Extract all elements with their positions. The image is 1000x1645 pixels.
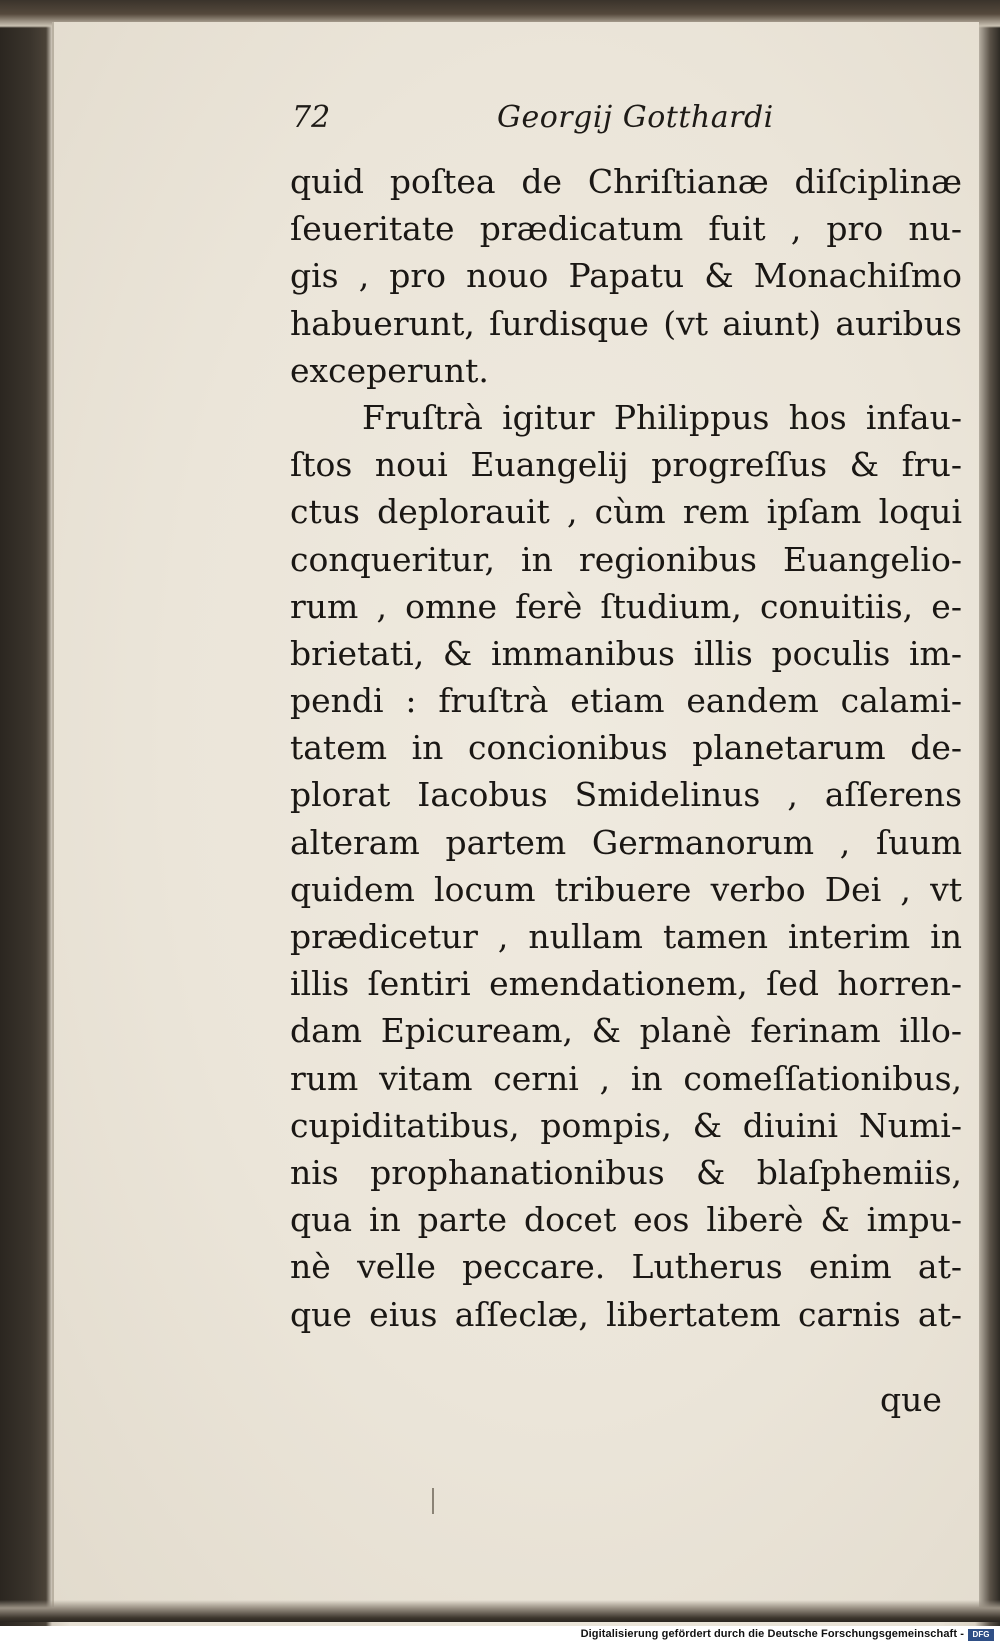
text-line: illis ſentiri emendationem, ſed horren- [290, 964, 962, 1004]
running-head: Georgij Gotthardi [497, 100, 774, 135]
text-line: plorat Iacobus Smidelinus , aſſerens [290, 775, 962, 815]
page-number: 72 [292, 100, 331, 135]
text-line: dam Epicuream, & planè ferinam illo- [290, 1011, 962, 1051]
text-line: quidem locum tribuere verbo Dei , vt [290, 869, 962, 909]
text-line: ſtos noui Euangelij progreſſus & fru- [290, 445, 962, 485]
footer-credit: Digitalisierung gefördert durch die Deutsche Forschungsgemeinschaft - [580, 1628, 964, 1640]
text-line: tatem in concionibus planetarum de- [290, 728, 962, 768]
body-text [290, 158, 962, 1338]
text-line: quid poſtea de Chriſtianæ diſciplinæ [290, 162, 962, 201]
text-line: cupiditatibus, pompis, & diuini Numi- [290, 1105, 962, 1145]
text-line: conqueritur, in regionibus Euangelio- [290, 539, 962, 579]
text-line: nè velle peccare. Lutherus enim at- [290, 1247, 962, 1287]
text-line: ſeueritate prædicatum fuit , pro nu- [290, 209, 962, 249]
page-header [292, 100, 972, 150]
text-line: habuerunt, ſurdisque (vt aiunt) auribus [290, 303, 962, 343]
stray-mark [432, 1488, 434, 1514]
text-line: exceperunt. [290, 350, 489, 390]
text-line: brietati, & immanibus illis poculis im- [290, 633, 962, 673]
text-line: alteram partem Germanorum , ſuum [290, 822, 962, 862]
text-line: pendi : fruſtrà etiam eandem calami- [290, 681, 962, 721]
text-line: qua in parte docet eos liberè & impu- [290, 1200, 962, 1240]
text-line: gis , pro nouo Papatu & Monachiſmo [290, 256, 962, 296]
text-line: rum , omne ferè ſtudium, conuitiis, e- [290, 586, 962, 626]
text-line: nis prophanationibus & blaſphemiis, [290, 1152, 962, 1192]
catchword: que [880, 1380, 942, 1419]
footer-bar [0, 1626, 1000, 1645]
text-line: prædicetur , nullam tamen interim in [290, 917, 962, 956]
text-line: Fruſtrà igitur Philippus hos infau- [362, 397, 962, 437]
text-line: rum vitam cerni , in comeſſationibus, [290, 1058, 962, 1098]
text-line: ctus deplorauit , cùm rem ipſam loqui [290, 492, 962, 532]
text-line: que eius aſſeclæ, libertatem carnis at- [290, 1294, 962, 1334]
dfg-logo-icon: DFG [968, 1629, 994, 1641]
book-bottom-edge [0, 1600, 1000, 1622]
